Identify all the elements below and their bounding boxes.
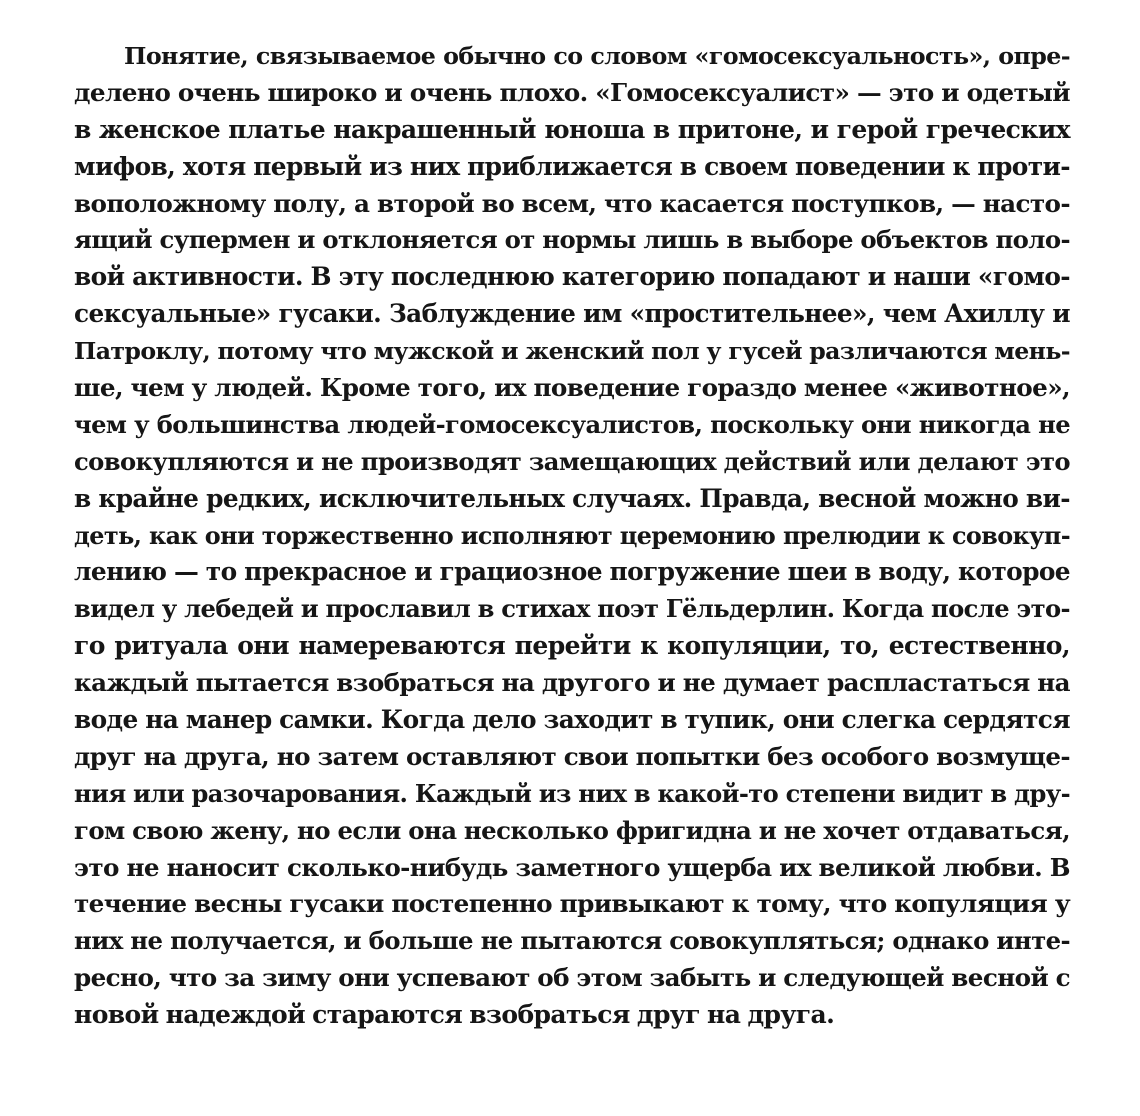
body-paragraph xyxy=(74,38,1070,1034)
text-line: в крайне редких, исключительных случаях. Правда, весной можно ви- xyxy=(74,483,1070,513)
text-line: ресно, что за зиму они успевают об этом забыть и следующей весной с xyxy=(74,963,1070,993)
text-line: деть, как они торжественно исполняют церемонию прелюдии к совокуп- xyxy=(74,521,1070,550)
text-line: в женское платье накрашенный юноша в притоне, и герой греческих xyxy=(74,114,1070,144)
text-line: ящий супермен и отклоняется от нормы лишь в выборе объектов поло- xyxy=(74,225,1070,255)
text-line: каждый пытается взобраться на другого и не думает распластаться на xyxy=(74,668,1070,698)
text-line: Понятие, связываемое обычно со словом «гомосексуальность», опре- xyxy=(124,42,1070,70)
text-line: ния или разочарования. Каждый из них в какой-то степени видит в дру- xyxy=(74,778,1070,808)
text-line: вой активности. В эту последнюю категорию попадают и наши «гомо- xyxy=(74,262,1070,292)
text-line: воположному полу, а второй во всем, что касается поступков, — насто- xyxy=(74,188,1070,218)
text-line: гом свою жену, но если она несколько фригидна и не хочет отдаваться, xyxy=(74,815,1070,845)
text-line: видел у лебедей и прославил в стихах поэт Гёльдерлин. Когда после это- xyxy=(74,594,1070,624)
text-line: сексуальные» гусаки. Заблуждение им «простительнее», чем Ахиллу и xyxy=(74,299,1070,329)
text-line: течение весны гусаки постепенно привыкают к тому, что копуляция у xyxy=(74,889,1070,919)
text-line: ше, чем у людей. Кроме того, их поведение гораздо менее «животное», xyxy=(74,373,1070,403)
text-line: новой надеждой стараются взобраться друг на друга. xyxy=(74,1000,835,1030)
text-line: го ритуала они намереваются перейти к копуляции, то, естественно, xyxy=(74,631,1070,661)
text-line: Патроклу, потому что мужской и женский пол у гусей различаются мень- xyxy=(74,337,1070,366)
text-line: друг на друга, но затем оставляют свои попытки без особого возмуще- xyxy=(74,741,1070,771)
text-line: это не наносит сколько-нибудь заметного ущерба их великой любви. В xyxy=(74,852,1070,882)
text-line: чем у большинства людей-гомосексуалистов, поскольку они никогда не xyxy=(74,409,1070,439)
text-line: них не получается, и больше не пытаются совокупляться; однако инте- xyxy=(74,926,1070,956)
text-line: делено очень широко и очень плохо. «Гомосексуалист» — это и одетый xyxy=(74,77,1070,107)
text-line: совокупляются и не производят замещающих действий или делают это xyxy=(74,446,1070,476)
text-line: воде на манер самки. Когда дело заходит в тупик, они слегка сердятся xyxy=(74,705,1070,735)
text-line: мифов, хотя первый из них приближается в своем поведении к проти- xyxy=(74,151,1070,181)
text-line: лению — то прекрасное и грациозное погружение шеи в воду, которое xyxy=(74,557,1070,587)
